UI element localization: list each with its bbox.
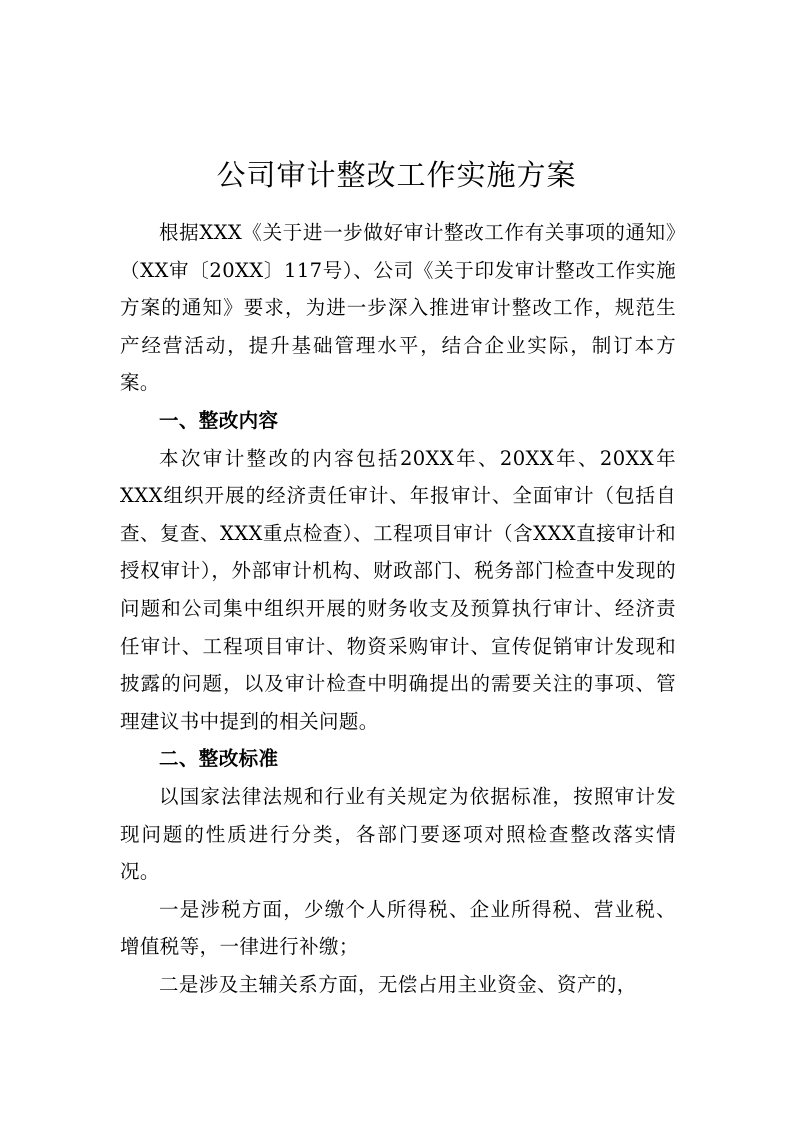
main-auxiliary-item-paragraph: 二是涉及主辅关系方面，无偿占用主业资金、资产的， [159, 972, 637, 996]
intro-paragraph: 根据XXX《关于进一步做好审计整改工作有关事项的通知》（XX审〔20XX〕117号）、公司《关于印发审计整改工作实施方案的通知》要求，为进一步深入推进审计整改工作，规范生产经营活动，提升基础管理水平，结合企业实际，制订本方案。 [120, 221, 676, 395]
document-body [120, 214, 676, 1003]
document-title: 公司审计整改工作实施方案 [216, 158, 577, 193]
tax-item-paragraph: 一是涉税方面，少缴个人所得税、企业所得税、营业税、增值税等，一律进行补缴； [120, 897, 676, 959]
rectification-content-paragraph: 本次审计整改的内容包括20XX年、20XX年、20XX年XXX组织开展的经济责任审计、年报审计、全面审计（包括自查、复查、XXX重点检查）、工程项目审计（含XXX直接审计和授权审计），外部审计机构、财政部门、税务部门检查中发现的问题和公司集中组织开展的财务收支及预算执行审计、经济责任审计、工程项目审计、物资采购审计、宣传促销审计发现和披露的问题，以及审计检查中明确提出的需要关注的事项、管理建议书中提到的相关问题。 [120, 446, 676, 733]
section-heading-rectification-content: 一、整改内容 [159, 408, 279, 432]
section-heading-rectification-standard: 二、整改标准 [159, 747, 279, 771]
rectification-standard-paragraph: 以国家法律法规和行业有关规定为依据标准，按照审计发现问题的性质进行分类，各部门要逐项对照检查整改落实情况。 [120, 784, 676, 884]
